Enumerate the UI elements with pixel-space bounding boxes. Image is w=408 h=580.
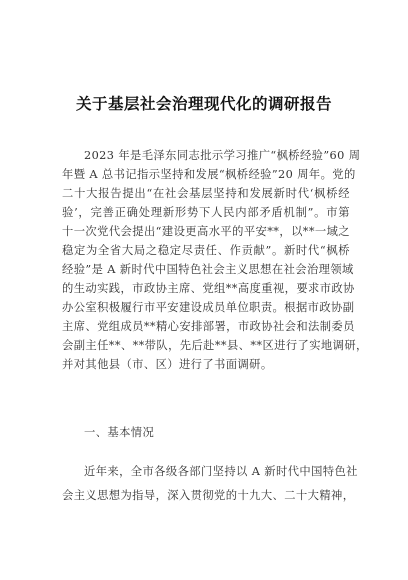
text-line: 2023 年是毛泽东同志批示学习推广“枫桥经验”60 周: [84, 149, 361, 162]
document-title: 关于基层社会治理现代化的调研报告: [75, 95, 332, 113]
text-line: 十一次党代会提出“建设更高水平的平安**，以**一域之: [62, 225, 350, 238]
text-line: 主席、党组成员**精心安排部署，市政协社会和法制委员: [62, 320, 355, 333]
text-line: 稳定为全省大局之稳定尽责任、作贡献”。新时代“枫桥: [62, 244, 350, 257]
text-line: 二十大报告提出“在社会基层坚持和发展新时代‘枫桥经: [62, 187, 350, 200]
text-line: 的生动实践，市政协主席、党组**高度重视，要求市政协: [62, 282, 355, 295]
text-line: 近年来，全市各级各部门坚持以 A 新时代中国特色社: [84, 465, 358, 478]
text-line: 会主义思想为指导，深入贯彻党的十九大、二十大精神，: [62, 489, 355, 502]
text-line: 验’，完善正确处理新形势下人民内部矛盾机制”。市第: [62, 206, 350, 219]
text-line: 年暨 A 总书记指示坚持和发展“枫桥经验”20 周年。党的: [62, 168, 356, 181]
text-line: 并对其他县（市、区）进行了书面调研。: [62, 358, 273, 371]
section-heading: 一、基本情况: [84, 426, 155, 439]
text-line: 经验”是 A 新时代中国特色社会主义思想在社会治理领域: [62, 263, 354, 276]
text-line: 会副主任**、**带队，先后赴**县、**区进行了实地调研，: [62, 339, 368, 352]
text-line: 办公室积极履行市平安建设成员单位职责。根据市政协副: [62, 301, 355, 314]
